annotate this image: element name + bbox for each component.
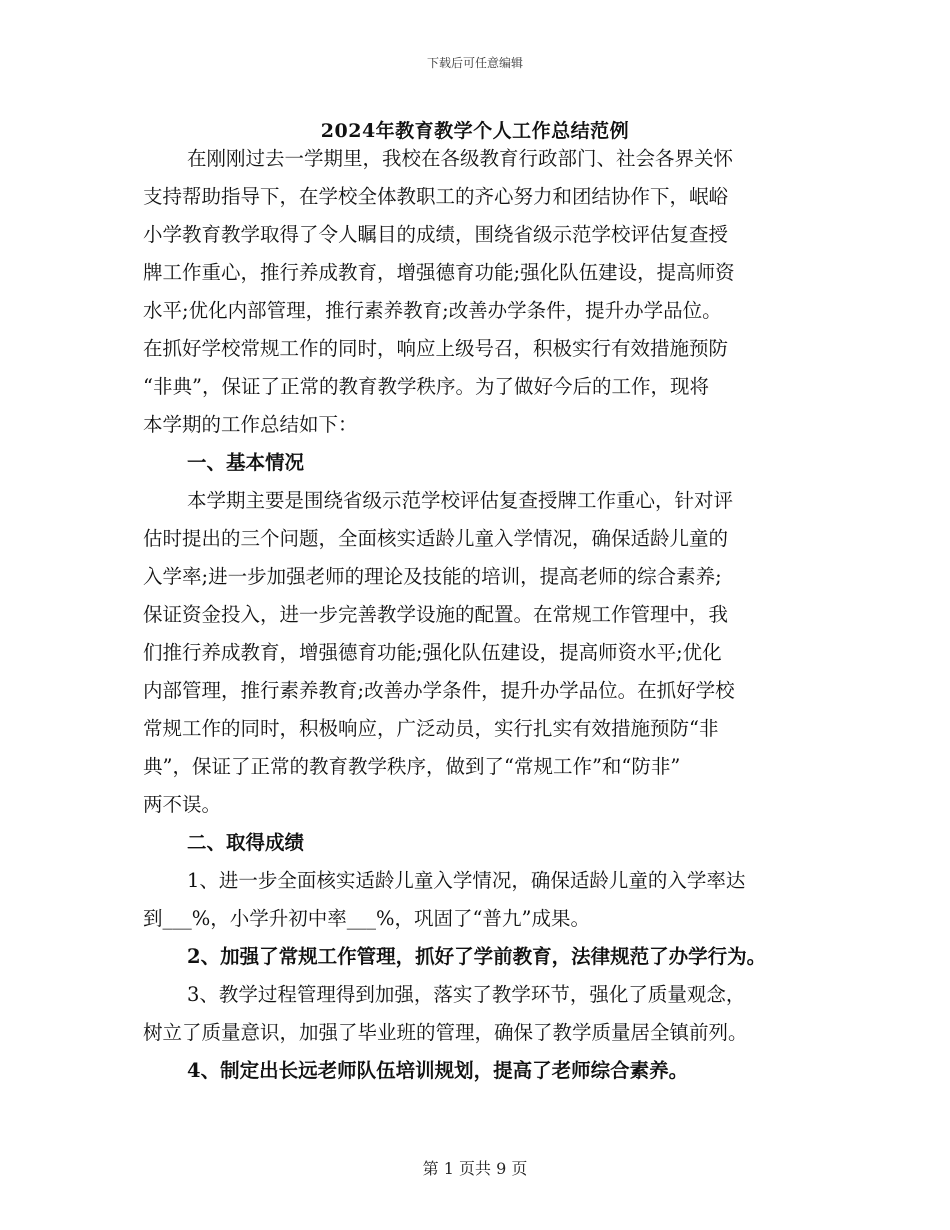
paragraph-line: 本学期的工作总结如下： [143,413,358,436]
document-title: 2024年教育教学个人工作总结范例 [320,120,630,142]
paragraph-line: 在刚刚过去一学期里，我校在各级教育行政部门、社会各界关怀 [187,147,734,170]
paragraph-line: 两不误。 [143,793,222,816]
paragraph-line: “非典”，保证了正常的教育教学秩序。为了做好今后的工作，现将 [143,375,709,398]
paragraph-line: 保证资金投入，进一步完善教学设施的配置。在常规工作管理中，我 [143,603,729,626]
paragraph-line: 1、进一步全面核实适龄儿童入学情况，确保适龄儿童的入学率达 [187,869,746,892]
paragraph-line: 3、教学过程管理得到加强，落实了教学环节，强化了质量观念， [187,983,746,1006]
section-heading: 二、取得成绩 [187,831,305,854]
paragraph-line: 估时提出的三个问题，全面核实适龄儿童入学情况，确保适龄儿童的 [143,527,729,550]
paragraph-line-bold: 4、制定出长远老师队伍培训规划，提高了老师综合素养。 [187,1059,689,1082]
paragraph-line: 内部管理，推行素养教育;改善办学条件，提升办学品位。在抓好学校 [143,679,735,702]
paragraph-line: 水平;优化内部管理，推行素养教育;改善办学条件，提升办学品位。 [143,299,722,322]
paragraph-line: 小学教育教学取得了令人瞩目的成绩，围绕省级示范学校评估复查授 [143,223,729,246]
paragraph-line: 典”，保证了正常的教育教学秩序，做到了“常规工作”和“防非” [143,755,681,778]
paragraph-line: 到___%，小学升初中率___%，巩固了“普九”成果。 [143,907,590,930]
paragraph-line: 树立了质量意识，加强了毕业班的管理，确保了教学质量居全镇前列。 [143,1021,748,1044]
paragraph-line: 本学期主要是围绕省级示范学校评估复查授牌工作重心，针对评 [187,489,734,512]
paragraph-line-bold: 2、加强了常规工作管理，抓好了学前教育，法律规范了办学行为。 [187,945,767,968]
header-note: 下载后可任意编辑 [426,56,523,70]
paragraph-line: 入学率;进一步加强老师的理论及技能的培训，提高老师的综合素养; [143,565,722,588]
paragraph-line: 牌工作重心，推行养成教育，增强德育功能;强化队伍建设，提高师资 [143,261,735,284]
paragraph-line: 常规工作的同时，积极响应，广泛动员，实行扎实有效措施预防“非 [143,717,719,740]
section-heading: 一、基本情况 [187,451,305,474]
paragraph-line: 们推行养成教育，增强德育功能;强化队伍建设，提高师资水平;优化 [143,641,722,664]
paragraph-line: 支持帮助指导下，在学校全体教职工的齐心努力和团结协作下，岷峪 [143,185,729,208]
paragraph-line: 在抓好学校常规工作的同时，响应上级号召，积极实行有效措施预防 [143,337,729,360]
page-number: 第 1 页共 9 页 [422,1159,528,1178]
